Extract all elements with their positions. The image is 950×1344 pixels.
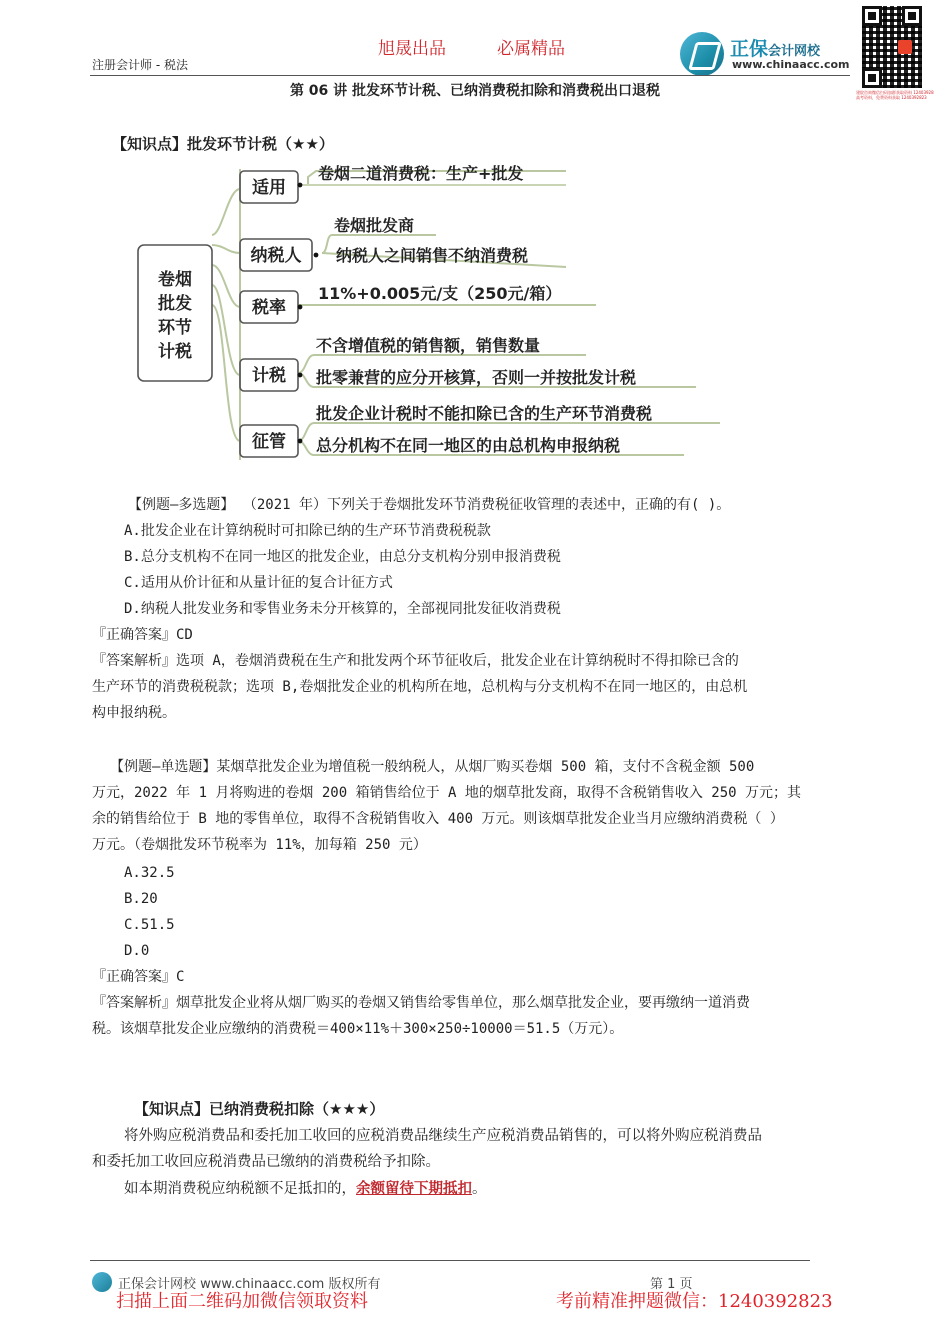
chinaacc-logo-icon [680,32,724,76]
example-2-question-line: 余的销售给位于 B 地的零售单位，取得不含税销售收入 400 万元。则该烟草批发企业当月应缴纳消费税（ ） [92,811,784,827]
example-2-option: A.32.5 [124,865,175,881]
knowledge-point-title: 【知识点】已纳消费税扣除（★★★） [134,1100,385,1118]
mindmap-root-line: 批发 [158,294,192,314]
qr-finder-icon [902,6,922,26]
chinaacc-logo-icon [92,1272,112,1292]
logo-url: www.chinaacc.com [732,58,850,71]
mindmap-branch-label: 纳税人 [250,246,302,266]
example-2-question-line: 【例题—单选题】某烟草批发企业为增值税一般纳税人，从烟厂购买卷烟 500 箱，支付不含税金额 500 [110,759,755,775]
logo-brand: 正保会计网校 [730,38,821,60]
example-2-option: B.20 [124,891,158,907]
qr-finder-icon [862,6,882,26]
qr-caption: 建院咨询微信扫码加群获取资料 12403928 高考资料，免费资料获取 1240392823 [856,90,934,100]
knowledge-paragraph: 和委托加工收回应税消费品已缴纳的消费税给予扣除。 [92,1154,440,1170]
example-2-option: D.0 [124,943,150,959]
mindmap-branch-label: 征管 [252,432,286,452]
mindmap-item: 11%+0.005元/支（250元/箱） [318,284,562,303]
mindmap-branch-label: 适用 [252,178,286,198]
example-2-analysis-line: 税。该烟草批发企业应缴纳的消费税＝400×11%＋300×250÷10000＝51.5（万元）。 [92,1021,624,1037]
footer-copyright: 正保会计网校 www.chinaacc.com 版权所有 [118,1277,381,1292]
knowledge-point-title: 【知识点】批发环节计税（★★） [112,135,334,153]
example-1-option: D.纳税人批发业务和零售业务未分开核算的，全部视同批发征收消费税 [124,601,561,617]
mindmap-item: 批发企业计税时不能扣除已含的生产环节消费税 [316,404,653,423]
example-2-option: C.51.5 [124,917,175,933]
mindmap-item: 批零兼营的应分开核算，否则一并按批发计税 [316,368,637,387]
example-2-question-line: 万元，2022 年 1 月将购进的卷烟 200 箱销售给位于 A 地的烟草批发商，取得不含税销售收入 250 万元；其 [92,785,802,801]
header-divider [90,75,850,76]
mindmap [136,155,736,473]
mindmap-root-line: 计税 [158,342,192,362]
example-1-option: B.总分支机构不在同一地区的批发企业，由总分支机构分别申报消费税 [124,549,561,565]
highlight-text: 余额留待下期抵扣 [356,1180,472,1197]
lecture-title: 第 06 讲 批发环节计税、已纳消费税扣除和消费税出口退税 [289,83,661,99]
example-1-option: C.适用从价计征和从量计征的复合计征方式 [124,575,393,591]
qr-badge-icon [898,40,912,54]
mindmap-branch-label: 计税 [252,366,286,386]
header-slogan-left: 旭晟出品 [378,39,446,59]
page-number: 第 1 页 [650,1277,693,1292]
mindmap-item: 纳税人之间销售不纳消费税 [336,246,529,265]
header-slogan-right: 必属精品 [497,39,565,59]
knowledge-paragraph: 如本期消费税应纳税额不足抵扣的，余额留待下期抵扣。 [124,1180,487,1197]
example-1-question: 【例题—多选题】 （2021 年）下列关于卷烟批发环节消费税征收管理的表述中，正确的有( )。 [128,497,731,513]
example-2-question-line: 万元。（卷烟批发环节税率为 11%，加每箱 250 元） [92,837,427,853]
example-1-analysis-line: 构申报纳税。 [92,705,176,721]
example-2-answer: 『正确答案』C [92,969,185,985]
footer-divider [90,1260,810,1261]
example-2-analysis-line: 『答案解析』烟草批发企业将从烟厂购买的卷烟又销售给零售单位，那么烟草批发企业，要再缴纳一道消费 [92,995,750,1011]
mindmap-item: 总分机构不在同一地区的由总机构申报纳税 [316,436,621,455]
example-1-answer: 『正确答案』CD [92,627,193,643]
mindmap-item: 卷烟批发商 [334,216,415,235]
knowledge-paragraph: 将外购应税消费品和委托加工收回的应税消费品继续生产应税消费品销售的，可以将外购应税消费品 [124,1128,762,1144]
promo-right: 考前精准押题微信：1240392823 [556,1291,833,1312]
example-1-analysis-line: 『答案解析』选项 A，卷烟消费税在生产和批发两个环节征收后，批发企业在计算纳税时不得扣除已含的 [92,653,739,669]
mindmap-root-line: 环节 [158,318,192,338]
example-1-option: A.批发企业在计算纳税时可扣除已纳的生产环节消费税税款 [124,523,491,539]
mindmap-item: 卷烟二道消费税：生产+批发 [318,164,524,183]
subject-label: 注册会计师 - 税法 [92,58,188,72]
mindmap-branch-label: 税率 [252,298,286,318]
mindmap-root-line: 卷烟 [158,270,192,290]
mindmap-item: 不含增值税的销售额，销售数量 [316,336,541,355]
promo-left: 扫描上面二维码加微信领取资料 [116,1291,368,1312]
example-1-analysis-line: 生产环节的消费税税款；选项 B,卷烟批发企业的机构所在地，总机构与分支机构不在同一地区的，由总机 [92,679,748,695]
